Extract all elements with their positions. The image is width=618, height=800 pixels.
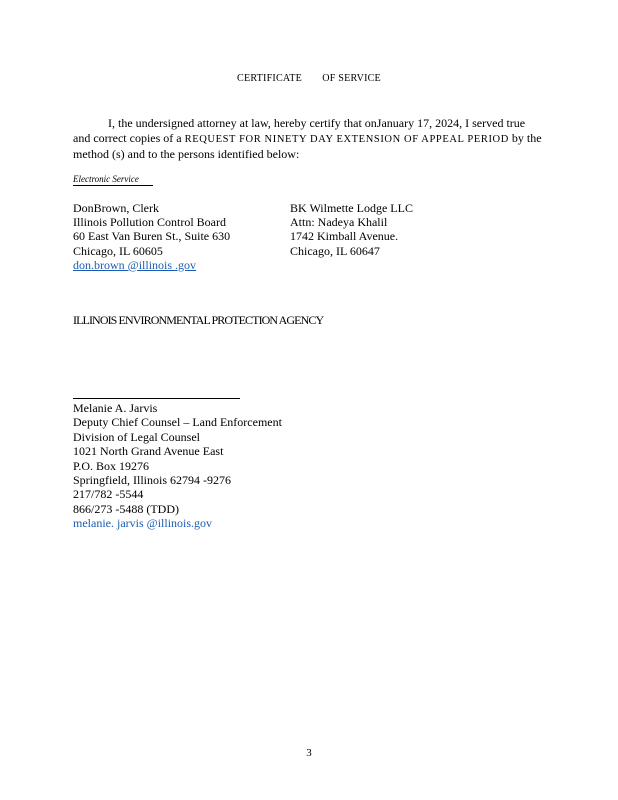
recipient-left	[73, 201, 230, 272]
signer-email-link[interactable]: melanie. jarvis @illinois.gov	[73, 516, 213, 531]
intro-paragraph	[73, 116, 543, 162]
recipient-right-name: BK Wilmette Lodge LLC	[290, 201, 413, 215]
recipient-left-city: Chicago, IL 60605	[73, 243, 163, 258]
service-method-label: Electronic Service	[73, 174, 153, 186]
recipient-left-name: DonBrown, Clerk	[73, 201, 159, 215]
signer-division: Division of Legal Counsel	[73, 429, 200, 444]
signer-name: Melanie A. Jarvis	[73, 401, 158, 415]
intro-text-1: I, the undersigned attorney at law, hereby certify that on	[108, 116, 377, 130]
page-number: 3	[306, 747, 312, 759]
signer-city: Springfield, Illinois 62794 -9276	[73, 472, 231, 487]
recipient-left-org: Illinois Pollution Control Board	[73, 215, 227, 230]
signer-tdd: 866/273 -5488 (TDD)	[73, 501, 179, 516]
page-title	[25, 72, 594, 84]
recipient-right-attn: Attn: Nadeya Khalil	[290, 215, 388, 230]
signer-block	[73, 401, 282, 531]
title-of-service: OF SERVICE	[322, 72, 381, 84]
signer-pobox: P.O. Box 19276	[73, 458, 150, 473]
recipient-left-street: 60 East Van Buren St., Suite 630	[73, 229, 231, 244]
recipient-right	[290, 201, 413, 258]
title-certificate: CERTIFICATE	[237, 72, 303, 84]
signer-title: Deputy Chief Counsel – Land Enforcement	[73, 415, 282, 430]
signature-line	[73, 398, 240, 399]
signer-street: 1021 North Grand Avenue East	[73, 444, 224, 459]
agency-name: ILLINOIS ENVIRONMENTAL PROTECTION AGENCY	[73, 313, 324, 327]
recipient-right-city: Chicago, IL 60647	[290, 243, 380, 258]
document-name: REQUEST FOR NINETY DAY EXTENSION OF APPEAL PERIOD	[184, 133, 509, 145]
intro-text-3: by the method (s) and to the persons identified below:	[73, 130, 542, 161]
service-date: January 17, 2024	[376, 116, 460, 130]
signer-phone: 217/782 -5544	[73, 487, 144, 502]
recipient-left-email-link[interactable]: don.brown @illinois .gov	[73, 257, 197, 272]
intro-text-2: , I served true and correct copies of a	[73, 116, 526, 145]
recipient-right-street: 1742 Kimball Avenue.	[290, 229, 399, 244]
